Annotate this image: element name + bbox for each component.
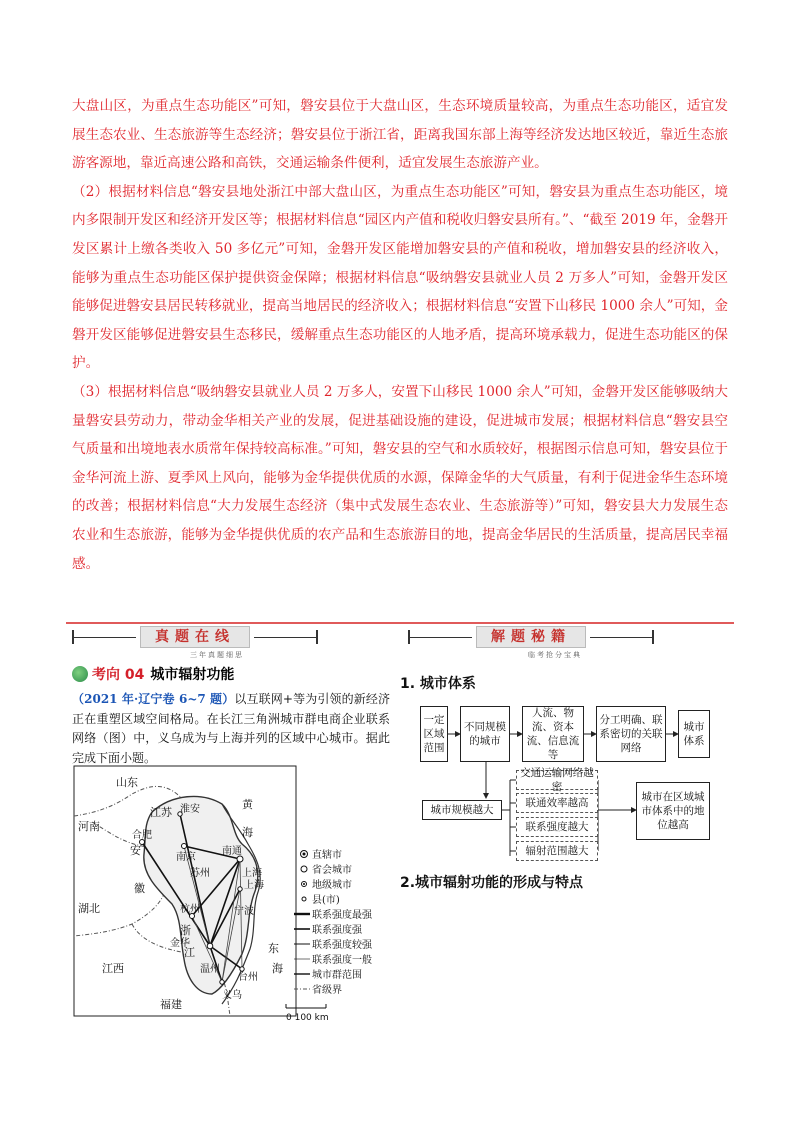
answer-paragraph-3: （3）根据材料信息“吸纳磐安县就业人员 2 万多人，安置下山移民 1000 余人”可知，金磐开发区能够吸纳大量磐安县劳动力，带动金华相关产业的发展，促进基础设施的建设，促进城市发展；根据材料信息“磐安县空气质量和出境地表水质常年保持较高标准。”可知，磐安县的空气和水质较好，根据图示信息可知，磐安县位于金华河流上游、夏季风上风向，能够为金华提供优质的水源，保障金华的大气质量，有利于促进金华生态环境的改善；根据材料信息“大力发展生态经济（集中式发展生态农业、生态旅游等）”可知，磐安县大力发展生态农业和生态旅游，能够为金华提供优质的农产品和生态旅游目的地，提高金华居民的生活质量，提高居民幸福感。: [72, 383, 728, 572]
question-source: （2021 年·辽宁卷 6~7 题）: [72, 692, 235, 706]
answer-text: [72, 92, 728, 578]
map-label: 江西: [102, 962, 124, 975]
legend-item: 省级界: [312, 985, 342, 996]
map-label: 东: [268, 942, 279, 955]
map-city: 台州: [238, 972, 258, 983]
legend-item: 省会城市: [312, 865, 352, 876]
banner-line: [410, 637, 472, 638]
map-label: 湖北: [78, 902, 100, 915]
box-city-system: 城市体系: [678, 710, 710, 758]
map-label: 黄: [242, 798, 253, 811]
question-text: 以互联网+等为引领的新经济正在重塑区域空间格局。在长江三角洲城市群电商企业联系网络（图）中，义乌成为与上海并列的区域中心城市。据此完成下面小题。: [72, 692, 390, 765]
map-city: 杭州: [180, 904, 200, 915]
map-city: 金华: [170, 938, 190, 949]
map-city: 苏州: [190, 868, 210, 879]
city-system-diagram: [414, 700, 714, 880]
box-region: 一定区域范围: [420, 706, 448, 762]
map-label: 山东: [116, 776, 138, 789]
legend-item: 联系强度较强: [312, 940, 372, 951]
map-city: 南京: [176, 852, 196, 863]
map-label: 福建: [160, 998, 182, 1011]
direction-tag: 考向 04: [92, 667, 145, 683]
box-radiation: 辐射范围越大: [516, 841, 598, 861]
direction-heading: [72, 664, 234, 684]
legend-item: 联系强度强: [312, 925, 362, 936]
banner-title: 解题秘籍: [476, 626, 586, 648]
map-scale: 0 100 km: [286, 1013, 329, 1023]
map-city: 淮安: [180, 804, 200, 815]
box-transport: 交通运输网络越密: [516, 770, 598, 790]
legend-item: 城市群范围: [312, 970, 362, 981]
legend-item: 联系强度一般: [312, 955, 372, 966]
map-city: 上海: [244, 880, 264, 891]
yangtze-delta-map: [72, 764, 390, 1026]
map-label: 徽: [134, 882, 145, 895]
answer-paragraph-2: （2）根据材料信息“磐安县地处浙江中部大盘山区，为重点生态功能区”可知，磐安县为重点生态功能区，境内多限制开发区和经济开发区等；根据材料信息“园区内产值和税收归磐安县所有。”、“截至 2019 年，金磐开发区累计上缴各类收入 50 多亿元”可知，金磐开发区能增加磐安县的产值和税收，增加磐安县的经济收入，能够为重点生态功能区保护提供资金保障；根据材料信息“吸纳磐安县就业人员 2 万多人”可知，金磐开发区能够促进磐安县居民转移就业，提高当地居民的经济收入；根据材料信息“安置下山移民 1000 余人”可知，金磐开发区能够促进磐安县生态移民，缓解重点生态功能区的人地矛盾，提高环境承载力，促进生态功能区的保护。: [72, 183, 728, 372]
banner-line: [74, 637, 136, 638]
direction-title: 城市辐射功能: [150, 667, 235, 683]
box-network: 分工明确、联系密切的关联网络: [596, 706, 666, 762]
legend-item: 县(市): [312, 895, 340, 906]
map-city: 温州: [200, 964, 220, 975]
map-label: 海: [272, 962, 283, 975]
box-flows: 人流、物流、资本流、信息流等: [522, 706, 584, 762]
banner-tick: [652, 630, 654, 644]
banner-solving-tips: [408, 626, 654, 648]
section-title-city-system: 1. 城市体系: [400, 676, 476, 692]
map-city: 合肥: [132, 830, 152, 841]
legend-item: 地级城市: [312, 880, 352, 891]
box-city-scale: 城市规模越大: [422, 800, 502, 820]
answer-paragraph-1: 大盘山区，为重点生态功能区”可知，磐安县位于大盘山区，生态环境质量较高，为重点生态功能区，适宜发展生态农业、生态旅游等生态经济；磐安县位于浙江省，距离我国东部上海等经济发达地区较近，靠近生态旅游客源地，靠近高速公路和高铁，交通运输条件便利，适宜发展生态旅游产业。: [72, 98, 728, 172]
banner-line: [590, 637, 652, 638]
section-title-radiation: 2.城市辐射功能的形成与特点: [400, 875, 584, 891]
box-efficiency: 联通效率越高: [516, 793, 598, 813]
box-cities: 不同规模的城市: [460, 706, 510, 762]
legend-item: 联系强度最强: [312, 910, 372, 921]
map-city: 南通: [222, 846, 242, 857]
box-strength: 联系强度越大: [516, 817, 598, 837]
banner-subtitle: 三年真题细思: [190, 651, 244, 659]
banner-subtitle: 临考抢分宝典: [528, 651, 582, 659]
box-status: 城市在区域城市体系中的地位越高: [636, 782, 710, 840]
map-label: 浙: [180, 924, 191, 937]
map-label: 海: [242, 826, 253, 839]
map-city: 义乌: [222, 990, 242, 1001]
banner-real-questions: [72, 626, 318, 648]
banner-title: 真题在线: [140, 626, 250, 648]
map-label: 安: [130, 844, 141, 857]
banner-line: [254, 637, 316, 638]
globe-icon: [72, 666, 88, 682]
map-city: 宁波: [234, 906, 254, 917]
question-intro: [72, 690, 390, 768]
banner-tick: [316, 630, 318, 644]
map-city: 上海: [242, 868, 262, 879]
map-label: 河南: [78, 820, 100, 833]
section-divider: [66, 622, 734, 624]
map-label: 江: [184, 946, 195, 959]
map-label: 江苏: [150, 806, 172, 819]
legend-item: 直辖市: [312, 850, 342, 861]
